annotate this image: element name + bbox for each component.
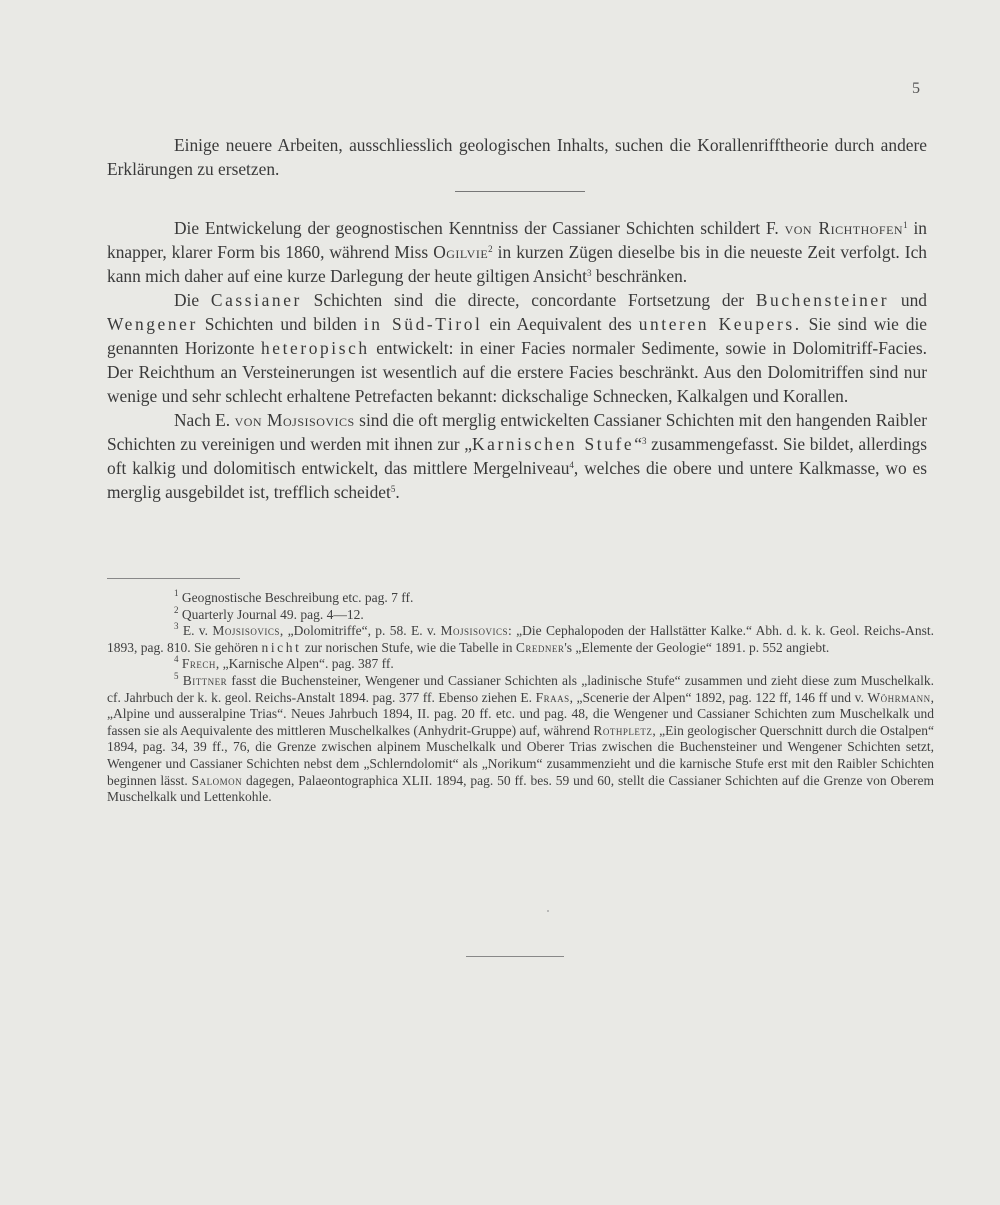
paper-speck [547,910,549,912]
footnote-ref: 1 [903,220,908,230]
author-richthofen: von Richthofen [784,218,904,238]
footnote-2: $^2$ Quarterly Journal 49. pag. 4—12. [174,604,364,622]
intro-paragraph: Einige neuere Arbeiten, ausschliesslich geologischen Inhalts, suchen die Korallenrifftheorie durch andere Erklärungen zu ersetzen. [107,135,927,179]
footnote-rule [107,578,240,579]
footnote-ref: 3 [641,436,647,446]
main-text [107,133,927,504]
footnote-3: $^3$ E. v. Mojsisovics, „Dolomitriffe“, p. 58. E. v. Mojsisovics: „Die Cephalopoden der Hallstätter Kalke.“ Abh. d. k. k. Geol. Reichs-Anst. 1893, pag. 810. Sie gehören nicht zur norischen Stufe, wie die Tabelle in Credner's „Elemente der Geologie“ 1891. p. 552 angiebt. [107,621,934,655]
footnote-ref: 3 [587,268,592,278]
page-number: 5 [912,80,920,97]
footnotes [107,590,934,806]
footnote-ref: 4 [569,460,574,470]
footnote-ref: 5 [390,484,396,494]
footnote-5: $^5$ Bittner fasst die Buchensteiner, Wengener und Cassianer Schichten als „ladinische Stufe“ zusammen und zieht diese zum Muschelkalk. cf. Jahrbuch der k. k. geol. Reichs-Anstalt 1894. pag. 377 ff. Ebenso ziehen E. Fraas, „Scenerie der Alpen“ 1892, pag. 122 ff, 146 ff und v. Wöhrmann, „Alpine und ausseralpine Trias“. Neues Jahrbuch 1894, II. pag. 20 ff. etc. und pag. 48, die Wengener und Cassianer Schichten zum Muschelkalk und fassen sie als Aequivalente des mittleren Muschelkalkes (Anhydrit-Gruppe) auf, während Rothpletz, „Ein geologischer Querschnitt durch die Ostalpen“ 1894, pag. 34, 39 ff., 76, die Grenze zwischen alpinem Muschelkalk und Oberer Trias zwischen die Buchensteiner und Wengener Schichten setzt, Wengener und Cassianer Schichten nebst dem „Schlerndolomit“ als „Norikum“ zusammenzieht und die karnische Stufe erst mit den Raibler Schichten beginnen lässt. Salomon dagegen, Palaeontographica XLII. 1894, pag. 50 ff. bes. 59 und 60, stellt die Cassianer Schichten auf die Grenze von Oberem Muschelkalk und Lettenkohle. [107,670,935,805]
end-rule [466,956,564,957]
footnote-ref: 2 [488,244,493,254]
footnote-4: $^4$ Frech, „Karnische Alpen“. pag. 387 ff. [174,654,394,672]
author-ogilvie: Ogilvie [433,242,489,262]
section-separator [455,191,585,192]
paragraph-stratigraphy: Die Cassianer Schichten sind die directe, concordante Fortsetzung der Buchensteiner und Wengener Schichten und bilden in Süd-Tirol ein Aequivalent des unteren Keupers. Sie sind wie die genannten Horizonte heteropisch entwickelt: in einer Facies normaler Sedimente, sowie in Dolomitriff-Facies. Der Reichthum an Versteinerungen ist wesentlich auf die erstere Facies beschränkt. Aus den Dolomitriffen sind nur wenige und sehr schlecht erhaltene Petrefacten bekannt: dickschalige Schnecken, Kalkalgen und Korallen. [107,290,928,406]
paragraph-history: Die Entwickelung der geognostischen Kenntniss der Cassianer Schichten schildert F. von Richthofen$^1$ in knapper, klarer Form bis 1860, während Miss Ogilvie$^2$ in kurzen Zügen dieselbe bis in die neueste Zeit verfolgt. Ich kann mich daher auf eine kurze Darlegung der heute giltigen Ansicht$^3$ beschränken. [107,218,928,286]
author-mojsisovics: von Mojsisovics [234,410,355,430]
footnote-1: $^1$ Geognostische Beschreibung etc. pag. 7 ff. [174,588,414,605]
paragraph-karnian: Nach E. von Mojsisovics sind die oft merglig entwickelten Cassianer Schichten mit den hangenden Raibler Schichten zu vereinigen und werden mit ihnen zur „Karnischen Stufe“$^3$ zusammengefasst. Sie bildet, allerdings oft kalkig und dolomitisch entwickelt, das mittlere Mergelniveau$^4$, welches die obere und untere Kalkmasse, wo es merglig ausgebildet ist, trefflich scheidet$^5$. [107,410,928,502]
